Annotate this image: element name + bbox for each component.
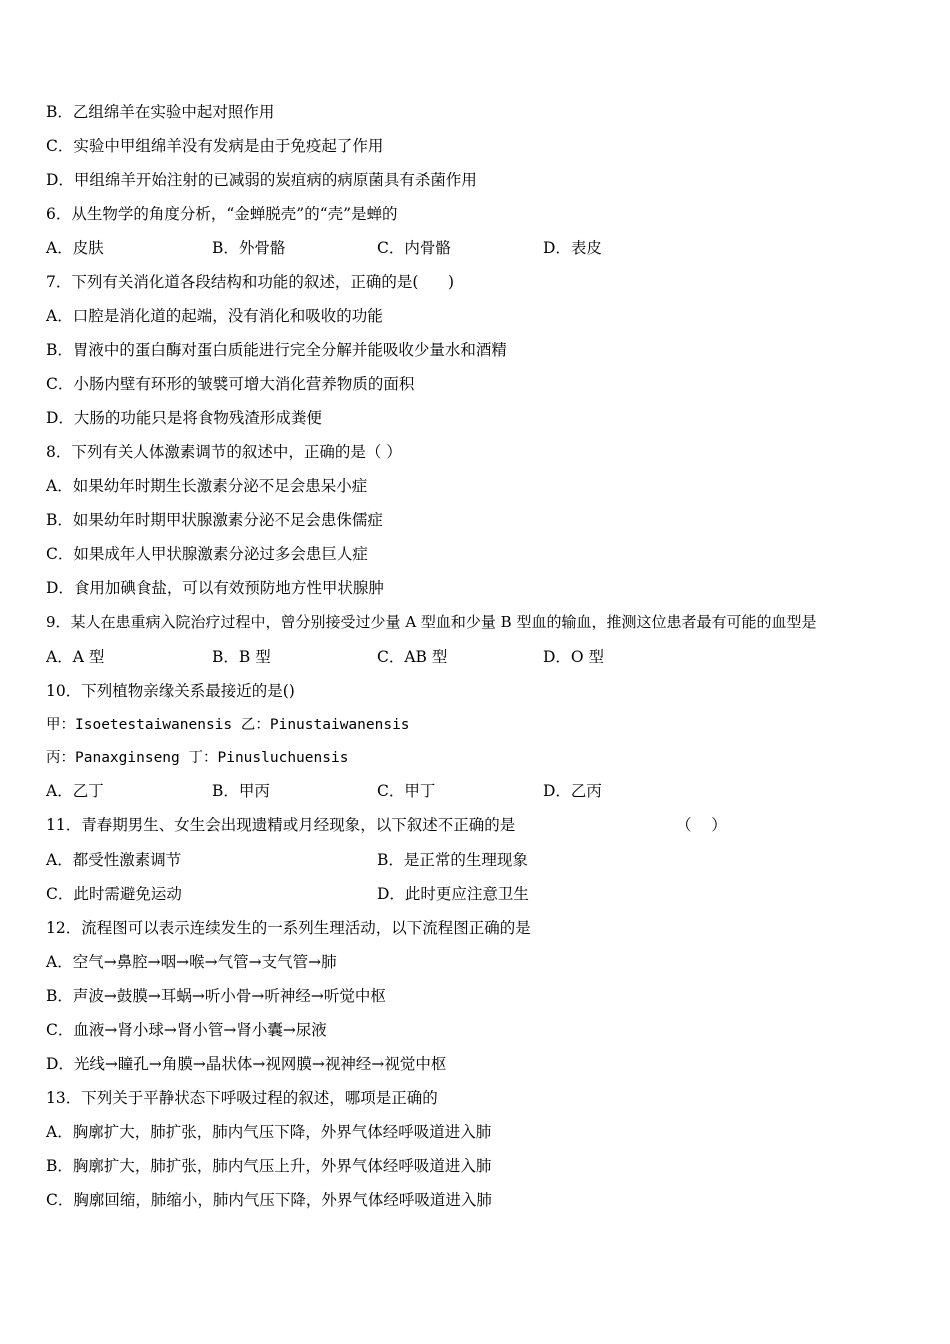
- q7-option-c: C．小肠内壁有环形的皱襞可增大消化营养物质的面积: [46, 375, 415, 393]
- q10-option-b: B．甲丙: [212, 782, 270, 800]
- q12-option-c: C．血液→肾小球→肾小管→肾小囊→尿液: [46, 1021, 327, 1039]
- q5-option-b: B．乙组绵羊在实验中起对照作用: [46, 103, 275, 121]
- q9-option-d: D．O 型: [543, 648, 605, 666]
- q11-option-d: D．此时更应注意卫生: [377, 885, 529, 903]
- q6-option-d: D．表皮: [543, 239, 602, 257]
- q13-option-c: C．胸廓回缩，肺缩小，肺内气压下降，外界气体经呼吸道进入肺: [46, 1191, 492, 1209]
- question-8-stem: 8．下列有关人体激素调节的叙述中，正确的是（ ）: [46, 443, 402, 461]
- question-13-stem: 13．下列关于平静状态下呼吸过程的叙述，哪项是正确的: [46, 1089, 438, 1107]
- q13-option-a: A．胸廓扩大，肺扩张，肺内气压下降，外界气体经呼吸道进入肺: [46, 1123, 492, 1141]
- q11-option-b: B．是正常的生理现象: [377, 851, 528, 869]
- question-10-stem: 10．下列植物亲缘关系最接近的是(): [46, 682, 295, 700]
- q11-option-a: A．都受性激素调节: [46, 851, 182, 869]
- q10-species-line-1: 甲：Isoetestaiwanensis 乙：Pinustaiwanensis: [46, 717, 410, 733]
- q11-answer-paren: （ ）: [676, 816, 727, 834]
- q9-option-a: A．A 型: [46, 648, 105, 666]
- q10-option-c: C．甲丁: [377, 782, 436, 800]
- q6-option-b: B．外骨骼: [212, 239, 286, 257]
- q8-option-c: C．如果成年人甲状腺激素分泌过多会患巨人症: [46, 545, 368, 563]
- question-6-stem: 6．从生物学的角度分析，“金蝉脱壳”的“壳”是蝉的: [46, 205, 398, 223]
- q6-option-a: A．皮肤: [46, 239, 104, 257]
- q12-option-d: D．光线→瞳孔→角膜→晶状体→视网膜→视神经→视觉中枢: [46, 1055, 447, 1073]
- q12-option-a: A．空气→鼻腔→咽→喉→气管→支气管→肺: [46, 953, 337, 971]
- q7-option-a: A．口腔是消化道的起端，没有消化和吸收的功能: [46, 307, 383, 325]
- q11-option-c: C．此时需避免运动: [46, 885, 182, 903]
- q8-option-a: A．如果幼年时期生长激素分泌不足会患呆小症: [46, 477, 368, 495]
- q8-option-b: B．如果幼年时期甲状腺激素分泌不足会患侏儒症: [46, 511, 383, 529]
- question-11-stem: 11．青春期男生、女生会出现遗精或月经现象，以下叙述不正确的是: [46, 816, 516, 834]
- q5-option-d: D．甲组绵羊开始注射的已减弱的炭疽病的病原菌具有杀菌作用: [46, 171, 477, 189]
- q7-option-d: D．大肠的功能只是将食物残渣形成粪便: [46, 409, 322, 427]
- question-12-stem: 12．流程图可以表示连续发生的一系列生理活动，以下流程图正确的是: [46, 919, 531, 937]
- q8-option-d: D．食用加碘食盐，可以有效预防地方性甲状腺肿: [46, 579, 384, 597]
- q10-option-a: A．乙丁: [46, 782, 104, 800]
- q13-option-b: B．胸廓扩大，肺扩张，肺内气压上升，外界气体经呼吸道进入肺: [46, 1157, 492, 1175]
- q6-option-c: C．内骨骼: [377, 239, 451, 257]
- q10-option-d: D．乙丙: [543, 782, 602, 800]
- question-9-stem: 9．某人在患重病入院治疗过程中，曾分别接受过少量 A 型血和少量 B 型血的输血，推测这位患者最有可能的血型是: [46, 613, 817, 631]
- q9-option-b: B．B 型: [212, 648, 271, 666]
- q10-species-line-2: 丙：Panaxginseng 丁：Pinusluchuensis: [46, 750, 349, 766]
- q9-option-c: C．AB 型: [377, 648, 448, 666]
- q12-option-b: B．声波→鼓膜→耳蜗→听小骨→听神经→听觉中枢: [46, 987, 386, 1005]
- q5-option-c: C．实验中甲组绵羊没有发病是由于免疫起了作用: [46, 137, 384, 155]
- question-7-stem: 7．下列有关消化道各段结构和功能的叙述，正确的是( ): [46, 273, 455, 291]
- q7-option-b: B．胃液中的蛋白酶对蛋白质能进行完全分解并能吸收少量水和酒精: [46, 341, 507, 359]
